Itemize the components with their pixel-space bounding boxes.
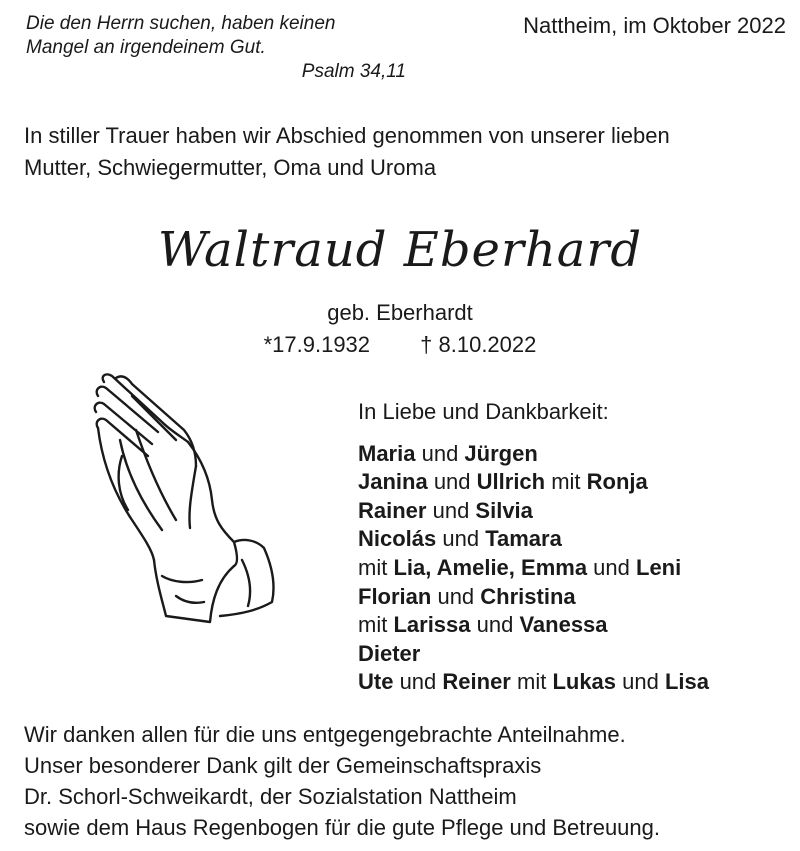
family-row (358, 497, 709, 526)
bible-quote (26, 12, 426, 84)
family-member-name: Christina (480, 583, 576, 609)
family-member-name: Ullrich (476, 469, 546, 495)
family-row (358, 583, 709, 612)
thanks-text (24, 719, 794, 843)
family-member-name: Ronja (586, 469, 648, 495)
deceased-name: Waltraud Eberhard (157, 222, 643, 278)
family-member-name: Reiner (442, 669, 511, 695)
family-member-name: Dieter (358, 640, 421, 666)
family-row (358, 668, 709, 697)
family-member-name: Rainer (358, 497, 427, 523)
family-list (358, 398, 709, 697)
quote-source: Psalm 34,11 (301, 61, 406, 82)
quote-line-1: Die den Herrn suchen, haben keinen (26, 13, 336, 34)
family-member-name: Tamara (485, 526, 562, 552)
family-connector: und (587, 554, 636, 580)
family-member-name: Larissa (393, 612, 471, 638)
thanks-line-1: Wir danken allen für die uns entgegengebrachte Anteilnahme. (24, 722, 626, 747)
family-member-name: Leni (636, 554, 682, 580)
family-connector: und (470, 612, 520, 638)
praying-hands-icon (92, 370, 282, 625)
family-member-name: Lukas (552, 669, 617, 695)
family-row (358, 440, 709, 469)
life-dates (0, 332, 800, 358)
family-member-name: Silvia (475, 497, 533, 523)
family-connector: und (426, 497, 476, 523)
thanks-line-2: Unser besonderer Dank gilt der Gemeinschaftspraxis (24, 753, 542, 778)
family-connector: und (393, 669, 443, 695)
birth-date: *17.9.1932 (263, 332, 371, 357)
intro-line-1: In stiller Trauer haben wir Abschied genommen von unserer lieben (24, 123, 670, 148)
family-member-name: Maria (358, 440, 416, 466)
family-member-name: Janina (358, 469, 428, 495)
family-row (358, 611, 709, 640)
intro-line-2: Mutter, Schwiegermutter, Oma und Uroma (24, 155, 437, 180)
family-connector: mit (545, 469, 587, 495)
family-connector: mit (510, 669, 553, 695)
death-date: † 8.10.2022 (420, 332, 537, 357)
family-member-name: Nicolás (358, 526, 437, 552)
dateline: Nattheim, im Oktober 2022 (523, 13, 786, 38)
family-member-name: Lia, Amelie, Emma (393, 554, 588, 580)
family-connector: mit (358, 554, 394, 580)
intro-text (24, 120, 784, 184)
family-row (358, 554, 709, 583)
family-row (358, 525, 709, 554)
family-heading: In Liebe und Dankbarkeit: (358, 399, 609, 424)
quote-line-2: Mangel an irgendeinem Gut. (26, 37, 266, 58)
family-member-name: Florian (358, 583, 432, 609)
thanks-line-4: sowie dem Haus Regenbogen für die gute Pflege und Betreuung. (24, 815, 660, 840)
family-row (358, 468, 709, 497)
family-connector: und (436, 526, 486, 552)
family-member-name: Ute (358, 669, 394, 695)
family-connector: mit (358, 612, 394, 638)
family-member-name: Lisa (664, 669, 709, 695)
thanks-line-3: Dr. Schorl-Schweikardt, der Sozialstation Nattheim (24, 784, 517, 809)
family-row (358, 640, 709, 669)
family-member-name: Vanessa (519, 612, 608, 638)
family-rows (358, 440, 709, 697)
family-connector: und (616, 669, 665, 695)
birth-name: geb. Eberhardt (327, 300, 473, 325)
family-connector: und (415, 440, 465, 466)
family-connector: und (431, 583, 481, 609)
family-member-name: Jürgen (464, 440, 538, 466)
family-connector: und (427, 469, 477, 495)
